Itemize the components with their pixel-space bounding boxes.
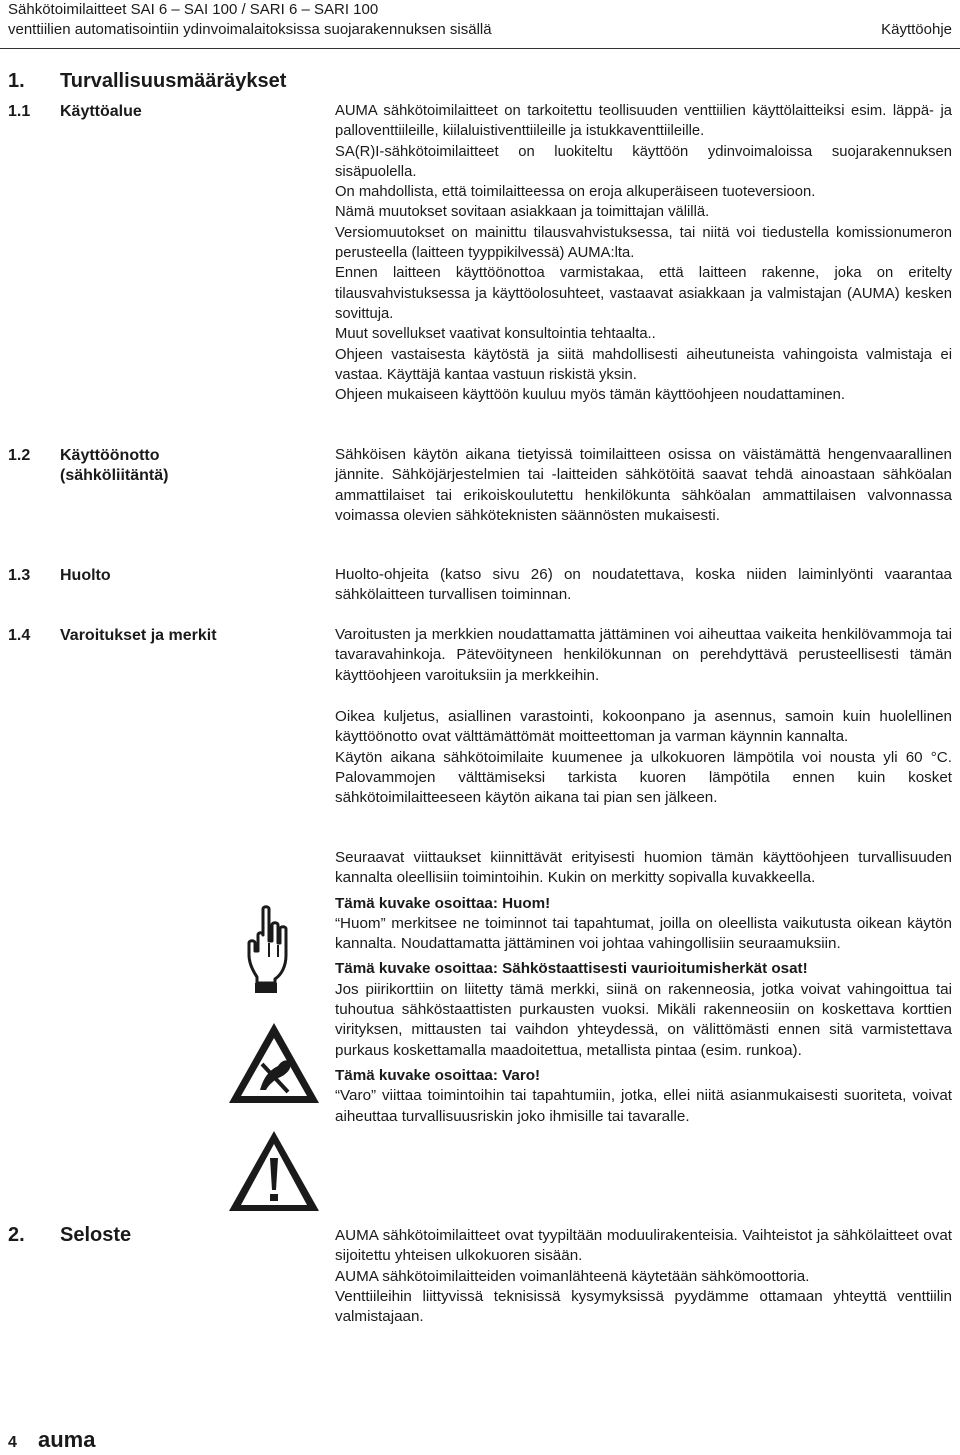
huom-title: Tämä kuvake osoittaa: Huom! [335,894,551,912]
warning-triangle-icon [226,1128,322,1219]
header-doc-type: Käyttöohje [881,21,952,38]
chapter-2-title: Seloste [60,1224,132,1246]
chapter-1-title: Turvallisuusmääräykset [60,70,287,92]
paragraph: Venttiileihin liittyvissä teknisissä kysymyksissä pyydämme ottamaan yhteyttä venttiilin valmistajaan. [335,1287,952,1326]
paragraph: On mahdollista, että toimilaitteessa on eroja alkuperäiseen tuoteversioon. [335,184,816,201]
section-1-1-title: Käyttöalue [60,103,142,120]
header-divider [0,48,960,49]
paragraph: AUMA sähkötoimilaitteet on tarkoitettu teollisuuden venttiilien käyttölaitteiksi esim. läppä- ja palloventtiileille, kiilaluistiventtiileille ja istukkaventtiileille. [335,103,952,140]
paragraph: Versiomuutokset on mainittu tilausvahvistuksessa, tai niitä voi tiedustella komissionumeron perusteella (laitteen tyyppikilvessä) AUMA:lta. [335,224,952,262]
paragraph: Sähköisen käytön aikana tietyissä toimilaitteen osissa on väistämättä hengenvaarallinen jännite. Sähköjärjestelmien tai -laitteiden sähkötöitä saavat tehdä ainoastaan sähköalan ammattilaiset tai erikoiskoulutettu henkilökunta sähköalan ammattilaisen valvonnassa voimassa olevien sähköteknisten säännösten mukaisesti. [335,446,952,524]
paragraph: Ohjeen vastaisesta käytöstä ja siitä mahdollisesti aiheutuneista vahingoista valmistaja ei vastaa. Käyttäjä kantaa vastuun riskistä yksin. [335,346,952,383]
chapter-2-body [335,1226,952,1327]
paragraph: Seuraavat viittaukset kiinnittävät erityisesti huomion tämän käyttöohjeen turvallisuuden kannalta oleellisiin toimintoihin. Kukin on merkitty sopivalla kuvakkeella. [335,849,952,887]
header-title-line2: venttiilien automatisointiin ydinvoimalaitoksissa suojarakennuksen sisällä [8,21,492,38]
paragraph: Muut sovellukset vaativat konsultointia tehtaalta.. [335,326,656,343]
section-1-1-body [335,101,952,405]
svg-text:auma: auma [38,1430,96,1450]
paragraph: Nämä muutokset sovitaan asiakkaan ja toimittajan välillä. [335,204,710,221]
paragraph: Käytön aikana sähkötoimilaite kuumenee ja ulkokuoren lämpötila voi nousta yli 60 °C. Palovammojen välttämiseksi tarkista kuoren lämpötila ennen kuin kosket sähkötoimilaitteeseen käytön aikana tai pian sen jälkeen. [335,748,952,807]
section-1-3-body [335,565,952,606]
section-1-4-title: Varoitukset ja merkit [60,627,217,644]
section-1-4-para3 [335,848,952,1127]
auma-logo [38,1430,130,1455]
section-1-4-para2 [335,707,952,808]
paragraph: Varoitusten ja merkkien noudattamatta jättäminen voi aiheuttaa vaikeita henkilövammoja tai tavaravahinkoja. Pätevöityneen henkilökunnan on perehdyttävä perusteellisesti tämän käyttöohjeen varoituksiin ja merkkeihin. [335,626,952,684]
paragraph: Ohjeen mukaiseen käyttöön kuuluu myös tämän käyttöohjeen noudattaminen. [335,387,845,404]
section-1-4-para1 [335,625,952,686]
esd-text: Jos piirikorttiin on liitetty tämä merkki, siinä on rakenneosia, jotka voivat vahingoittua tai tuhoutua sähköstaattisten purkausten vuoksi. Mikäli rakenneosiin on koskettava korttien virityksen, mittausten tai vaihdon yhteydessä, on välittömästi ennen sitä varmistettava purkaus koskettamalla maadoitettua, metallista pintaa (esim. runkoa). [335,980,952,1059]
paragraph: AUMA sähkötoimilaitteet ovat tyypiltään moduulirakenteisia. Vaihteistot ja sähkölaitteet ovat sijoitettu yhteisen ulkokuoren sisään. [335,1227,952,1265]
esd-title: Tämä kuvake osoittaa: Sähköstaattisesti vaurioitumisherkät osat! [335,960,808,978]
section-1-2-number: 1.2 [8,447,31,464]
varo-title: Tämä kuvake osoittaa: Varo! [335,1066,541,1084]
page-number: 4 [8,1434,17,1451]
paragraph: AUMA sähkötoimilaitteiden voimanlähteenä käytetään sähkömoottoria. [335,1267,810,1285]
paragraph: SA(R)I-sähkötoimilaitteet on luokiteltu käyttöön ydinvoimaloissa suojarakennuksen sisäpuolella. [335,143,952,180]
header-title-line1: Sähkötoimilaitteet SAI 6 – SAI 100 / SARI 6 – SARI 100 [8,1,379,18]
chapter-2-number: 2. [8,1224,25,1246]
section-1-2-title: Käyttöönotto [60,447,160,464]
section-1-2-subtitle: (sähköliitäntä) [60,467,169,484]
section-1-3-number: 1.3 [8,567,31,584]
paragraph: Oikea kuljetus, asiallinen varastointi, kokoonpano ja asennus, samoin kuin huolellinen käyttöönotto ovat välttämättömät moitteettoman ja varman käynnin kannalta. [335,708,952,746]
huom-text: “Huom” merkitsee ne toiminnot tai tapahtumat, joilla on oleellista vaikutusta oikean käytön kannalta. Noudattamatta jättäminen voi johtaa vahingollisiin seuraamuksiin. [335,914,952,953]
section-1-2-body [335,445,952,526]
section-1-3-title: Huolto [60,567,111,584]
paragraph: Ennen laitteen käyttöönottoa varmistakaa, että laitteen rakenne, joka on eritelty tilausvahvistuksessa ja käyttöolosuhteet, vastaavat asiakkaan ja valmistajan (AUMA) kesken sovittuja. [335,265,952,322]
paragraph: Huolto-ohjeita (katso sivu 26) on noudatettava, koska niiden laiminlyönti vaarantaa sähkölaitteen turvallisen toiminnan. [335,566,952,604]
esd-warning-icon [226,1020,322,1111]
section-1-4-number: 1.4 [8,627,31,644]
chapter-1-number: 1. [8,70,25,92]
varo-text: “Varo” viittaa toimintoihin tai tapahtumiin, jotka, ellei niitä asianmukaisesti suoriteta, voivat aiheuttaa turvallisuusriskin joko ihmisille tai tavaralle. [335,1087,952,1125]
section-1-1-number: 1.1 [8,103,31,120]
hand-pointing-icon [245,905,291,1000]
